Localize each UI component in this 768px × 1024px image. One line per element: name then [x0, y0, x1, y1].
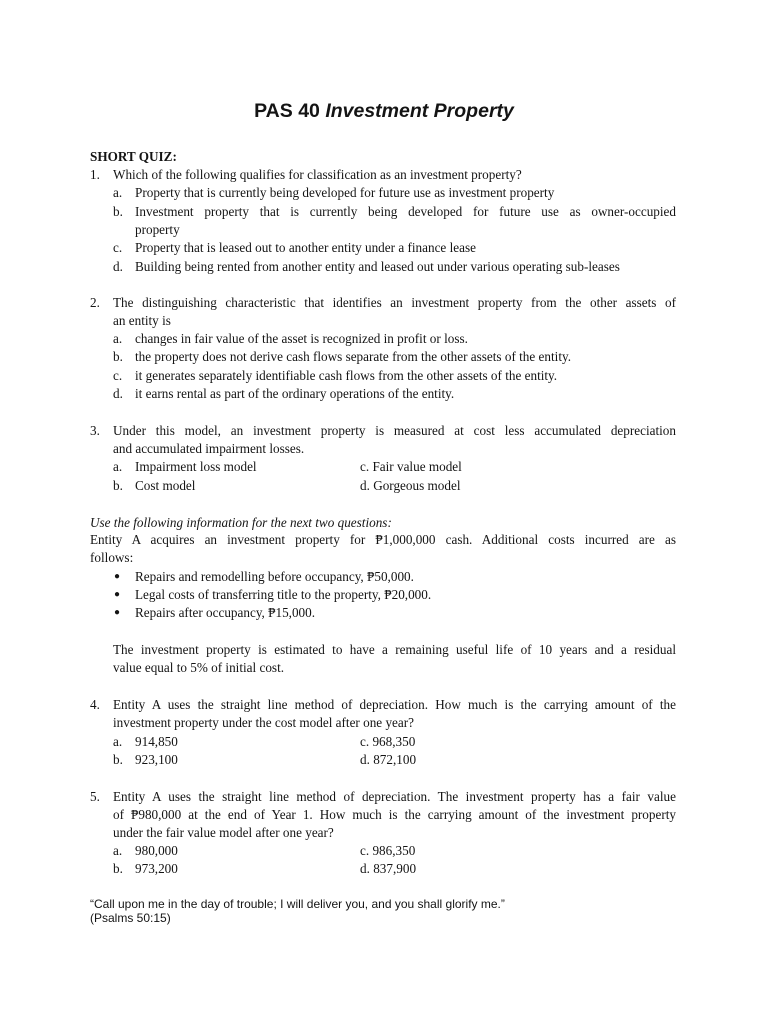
option-text-right: d. Gorgeous model — [360, 478, 461, 493]
option-letter: a. — [113, 843, 123, 858]
page-title — [0, 100, 768, 123]
question-text: Under this model, an investment property is measured at cost less accumulated depreciation — [113, 423, 676, 438]
option-text-continued: property — [135, 222, 180, 237]
option-letter: a. — [113, 185, 123, 200]
question-text-continued: under the fair value model after one year? — [113, 825, 334, 840]
question-number: 3. — [90, 423, 100, 438]
bullet-icon: ● — [114, 607, 121, 618]
question-number: 4. — [90, 697, 100, 712]
option-letter: b. — [113, 478, 123, 493]
option-letter: b. — [113, 204, 123, 219]
option-text: Investment property that is currently being developed for future use as owner-occupied — [135, 204, 676, 219]
option-text: 980,000 — [135, 843, 178, 858]
option-text: it earns rental as part of the ordinary operations of the entity. — [135, 386, 455, 401]
question-text-continued: and accumulated impairment losses. — [113, 441, 305, 456]
bullet-text: Repairs and remodelling before occupancy, ₱50,000. — [135, 569, 414, 584]
quote-source: (Psalms 50:15) — [90, 911, 171, 925]
bullet-icon: ● — [114, 571, 121, 582]
question-text: Which of the following qualifies for classification as an investment property? — [113, 167, 522, 182]
title-sub: Investment Property — [325, 100, 514, 122]
option-text: changes in fair value of the asset is recognized in profit or loss. — [135, 331, 468, 346]
option-letter: a. — [113, 734, 123, 749]
question-text: Entity A uses the straight line method of depreciation. The investment property has a fair value — [113, 789, 676, 804]
option-text: Impairment loss model — [135, 459, 257, 474]
info-text: Entity A acquires an investment property for ₱1,000,000 cash. Additional costs incurred are as — [90, 532, 676, 547]
option-text-right: d. 837,900 — [360, 861, 417, 876]
info-intro: Use the following information for the next two questions: — [90, 515, 392, 530]
option-letter: a. — [113, 331, 123, 346]
option-letter: b. — [113, 349, 123, 364]
option-text: the property does not derive cash flows separate from the other assets of the entity. — [135, 349, 572, 364]
option-text-right: c. 986,350 — [360, 843, 416, 858]
option-letter: d. — [113, 259, 123, 274]
info-note-continued: value equal to 5% of initial cost. — [113, 660, 285, 675]
option-text: Building being rented from another entity and leased out under various operating sub-leases — [135, 259, 620, 274]
option-text: Property that is leased out to another entity under a finance lease — [135, 240, 476, 255]
quote-text: “Call upon me in the day of trouble; I will deliver you, and you shall glorify me.” — [90, 897, 505, 911]
info-text-continued: follows: — [90, 550, 134, 565]
option-text-right: c. 968,350 — [360, 734, 416, 749]
bullet-text: Legal costs of transferring title to the property, ₱20,000. — [135, 587, 432, 602]
option-text-right: c. Fair value model — [360, 459, 462, 474]
option-letter: d. — [113, 386, 123, 401]
question-text: Entity A uses the straight line method of depreciation. How much is the carrying amount of the — [113, 697, 676, 712]
option-letter: b. — [113, 752, 123, 767]
option-letter: a. — [113, 459, 123, 474]
title-main: PAS 40 — [254, 100, 320, 122]
question-number: 5. — [90, 789, 100, 804]
option-text: Property that is currently being developed for future use as investment property — [135, 185, 555, 200]
question-text: The distinguishing characteristic that identifies an investment property from the other assets of — [113, 295, 676, 310]
question-number: 2. — [90, 295, 100, 310]
question-text-continued: of ₱980,000 at the end of Year 1. How much is the carrying amount of the investment property — [113, 807, 676, 822]
option-letter: c. — [113, 240, 123, 255]
question-text-continued: an entity is — [113, 313, 171, 328]
option-text: 973,200 — [135, 861, 178, 876]
option-text: Cost model — [135, 478, 196, 493]
question-number: 1. — [90, 167, 100, 182]
option-text: 923,100 — [135, 752, 178, 767]
question-text-continued: investment property under the cost model after one year? — [113, 715, 415, 730]
option-text-right: d. 872,100 — [360, 752, 417, 767]
option-letter: b. — [113, 861, 123, 876]
quiz-heading: SHORT QUIZ: — [90, 149, 177, 164]
bullet-icon: ● — [114, 589, 121, 600]
option-text: it generates separately identifiable cash flows from the other assets of the entity. — [135, 368, 558, 383]
option-letter: c. — [113, 368, 123, 383]
option-text: 914,850 — [135, 734, 178, 749]
bullet-text: Repairs after occupancy, ₱15,000. — [135, 605, 316, 620]
info-note: The investment property is estimated to have a remaining useful life of 10 years and a residual — [113, 642, 676, 657]
